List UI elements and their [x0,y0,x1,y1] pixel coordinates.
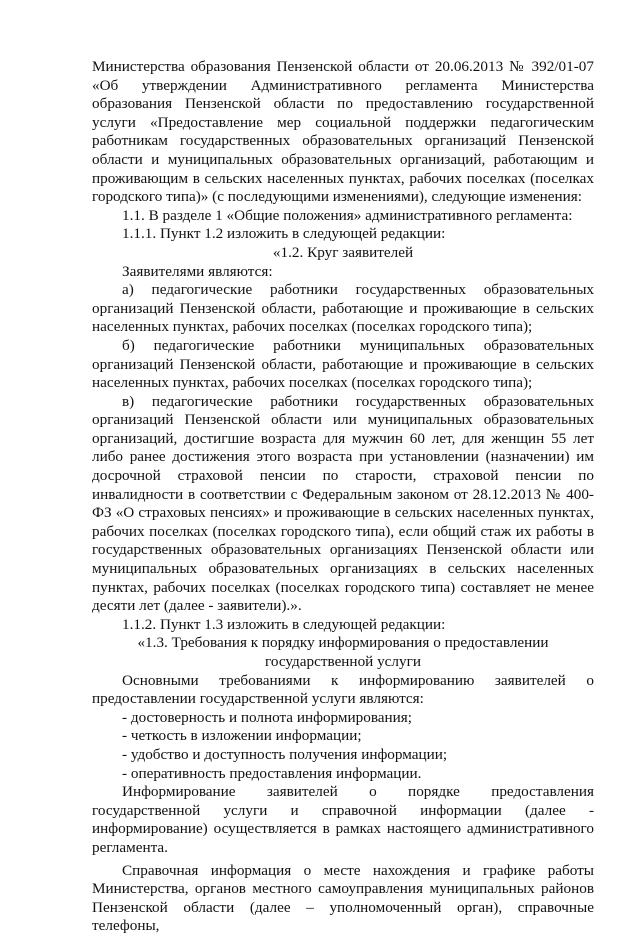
paragraph-informing: Информирование заявителей о порядке предоставления государственной услуги и справочной информации (далее - информирование) осуществляется в рамках настоящего административного регламента. [92,783,594,856]
paragraph-item-v: в) педагогические работники государственных образовательных организаций Пензенской области или муниципальных образовательных организаций, достигшие возраста для мужчин 60 лет, для женщин 55 лет либо ранее достижения этого возраста при установлении (назначении) им досрочной страховой пенсии по старости, страховой пенсии по инвалидности в соответствии с Федеральным законом от 28.12.2013 № 400-ФЗ «О страховых пенсиях» и проживающие в сельских населенных пунктах, рабочих поселках (поселках городского типа), если общий стаж их работы в государственных образовательных организациях Пензенской области или муниципальных образовательных организациях в сельских населенных пунктах, рабочих поселках (поселках городского типа) составляет не менее десяти лет (далее - заявители).». [92,392,594,615]
paragraph-requirements-intro: Основными требованиями к информированию заявителей о предоставлении государственной услуги являются: [92,671,594,708]
heading-1-3: «1.3. Требования к порядку информирования о предоставлении государственной услуги [137,634,549,670]
paragraph-applicants-intro: Заявителями являются: [122,262,273,280]
list-item-promptness: - оперативность предоставления информации. [122,764,422,782]
paragraph-item-a: а) педагогические работники государственных образовательных организаций Пензенской области, работающие и проживающие в сельских населенных пунктах, рабочих поселках (поселках городского типа); [92,281,594,336]
heading-1-2: «1.2. Круг заявителей [272,243,414,261]
list-item-clarity: - четкость в изложении информации; [122,727,362,745]
list-item-accessibility: - удобство и доступность получения информации; [122,745,448,763]
paragraph-item-1-1-2: 1.1.2. Пункт 1.3 изложить в следующей редакции: [122,615,446,633]
document-body [92,58,594,936]
list-item-reliability: - достоверность и полнота информирования; [122,708,413,726]
paragraph-section-1-1: 1.1. В разделе 1 «Общие положения» административного регламента: [122,206,573,224]
paragraph-item-b: б) педагогические работники муниципальных образовательных организаций Пензенской области, работающие и проживающие в сельских населенных пунктах, рабочих поселках (поселках городского типа); [92,336,594,392]
paragraph-intro: Министерства образования Пензенской области от 20.06.2013 № 392/01-07 «Об утверждении Административного регламента Министерства образования Пензенской области по предоставлению государственной услуги «Предоставление мер социальной поддержки педагогическим работникам государственных образовательных организаций Пензенской области и муниципальных образовательных организаций, работающим и проживающим в сельских населенных пунктах, рабочих поселках (поселках городского типа)» (с последующими изменениями), следующие изменения: [92,58,594,206]
paragraph-reference-info: Справочная информация о месте нахождения и графике работы Министерства, органов местного самоуправления муниципальных районов Пензенской области (далее – уполномоченный орган), справочные телефоны, [92,861,594,935]
paragraph-item-1-1-1: 1.1.1. Пункт 1.2 изложить в следующей редакции: [122,225,446,243]
